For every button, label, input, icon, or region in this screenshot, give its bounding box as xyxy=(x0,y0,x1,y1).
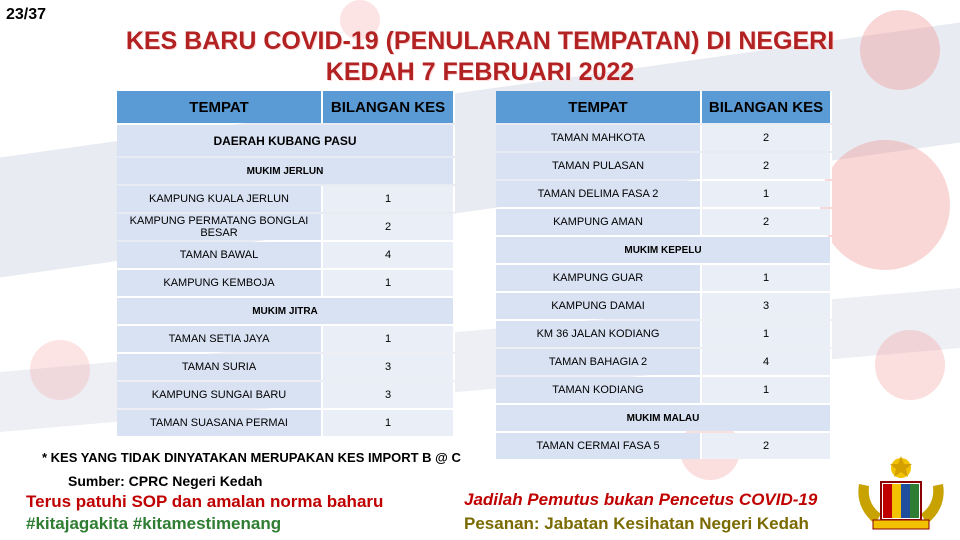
district-row xyxy=(117,125,455,156)
message-from-text: Pesanan: Jabatan Kesihatan Negeri Kedah xyxy=(464,514,809,533)
table-row xyxy=(117,270,455,296)
location-cell: TAMAN SUASANA PERMAI xyxy=(117,410,323,436)
case-count-cell: 1 xyxy=(702,321,832,347)
location-cell: TAMAN SETIA JAYA xyxy=(117,326,323,352)
table-row xyxy=(496,349,832,375)
case-count-cell: 2 xyxy=(702,153,832,179)
case-count-cell: 4 xyxy=(323,242,455,268)
table-header-row xyxy=(117,91,455,123)
header-location: TEMPAT xyxy=(496,91,702,123)
table-row xyxy=(496,321,832,347)
page-title-line-1: KES BARU COVID-19 (PENULARAN TEMPATAN) DI NEGERI xyxy=(125,27,835,55)
table-row xyxy=(496,209,832,235)
case-count-cell: 1 xyxy=(702,181,832,207)
location-cell: TAMAN CERMAI FASA 5 xyxy=(496,433,702,459)
source-text: Sumber: CPRC Negeri Kedah xyxy=(68,473,263,489)
location-cell: TAMAN BAHAGIA 2 xyxy=(496,349,702,375)
header-count: BILANGAN KES xyxy=(702,91,832,123)
table-row xyxy=(117,326,455,352)
location-cell: KAMPUNG KEMBOJA xyxy=(117,270,323,296)
page-title-line-2: KEDAH 7 FEBRUARI 2022 xyxy=(325,58,635,86)
case-count-cell: 1 xyxy=(323,186,455,212)
cases-table-right xyxy=(496,89,832,461)
location-cell: TAMAN KODIANG xyxy=(496,377,702,403)
case-count-cell: 3 xyxy=(323,354,455,380)
location-cell: KAMPUNG PERMATANG BONGLAI BESAR xyxy=(117,214,323,240)
table-header-row xyxy=(496,91,832,123)
table-body xyxy=(117,125,455,436)
table-body xyxy=(496,125,832,459)
cases-table-left xyxy=(117,89,455,438)
kedah-crest-icon xyxy=(853,454,949,534)
table-row xyxy=(117,186,455,212)
location-cell: TAMAN MAHKOTA xyxy=(496,125,702,151)
virus-decoration-icon xyxy=(30,340,90,400)
table-row xyxy=(496,265,832,291)
mukim-label: MUKIM MALAU xyxy=(496,405,832,431)
case-count-cell: 1 xyxy=(702,377,832,403)
case-count-cell: 2 xyxy=(323,214,455,240)
location-cell: TAMAN BAWAL xyxy=(117,242,323,268)
table-row xyxy=(117,382,455,408)
hashtags-text: #kitajagakita #kitamestimenang xyxy=(26,514,282,533)
district-label: DAERAH KUBANG PASU xyxy=(117,125,455,156)
table-row xyxy=(117,214,455,240)
case-count-cell: 1 xyxy=(323,270,455,296)
location-cell: KM 36 JALAN KODIANG xyxy=(496,321,702,347)
case-count-cell: 2 xyxy=(702,433,832,459)
case-count-cell: 1 xyxy=(323,326,455,352)
location-cell: KAMPUNG KUALA JERLUN xyxy=(117,186,323,212)
location-cell: KAMPUNG AMAN xyxy=(496,209,702,235)
case-count-cell: 3 xyxy=(702,293,832,319)
location-cell: TAMAN PULASAN xyxy=(496,153,702,179)
table-row xyxy=(496,153,832,179)
location-cell: KAMPUNG SUNGAI BARU xyxy=(117,382,323,408)
table-row xyxy=(117,410,455,436)
sop-reminder: Terus patuhi SOP dan amalan norma baharu xyxy=(26,492,384,511)
mukim-row xyxy=(117,158,455,184)
mukim-row xyxy=(496,405,832,431)
virus-decoration-icon xyxy=(860,10,940,90)
slogan-text: Jadilah Pemutus bukan Pencetus COVID-19 xyxy=(464,490,818,509)
location-cell: TAMAN DELIMA FASA 2 xyxy=(496,181,702,207)
case-count-cell: 1 xyxy=(323,410,455,436)
import-cases-note: * KES YANG TIDAK DINYATAKAN MERUPAKAN KES IMPORT B @ C xyxy=(42,450,461,465)
virus-decoration-icon xyxy=(875,330,945,400)
location-cell: KAMPUNG DAMAI xyxy=(496,293,702,319)
table-row xyxy=(117,354,455,380)
page-counter: 23/37 xyxy=(6,6,47,23)
virus-decoration-icon xyxy=(820,140,950,270)
mukim-row xyxy=(496,237,832,263)
location-cell: TAMAN SURIA xyxy=(117,354,323,380)
mukim-label: MUKIM KEPELU xyxy=(496,237,832,263)
case-count-cell: 2 xyxy=(702,125,832,151)
table-row xyxy=(496,377,832,403)
case-count-cell: 4 xyxy=(702,349,832,375)
case-count-cell: 2 xyxy=(702,209,832,235)
mukim-row xyxy=(117,298,455,324)
table-row xyxy=(496,433,832,459)
table-row xyxy=(117,242,455,268)
table-row xyxy=(496,181,832,207)
mukim-label: MUKIM JERLUN xyxy=(117,158,455,184)
mukim-label: MUKIM JITRA xyxy=(117,298,455,324)
case-count-cell: 3 xyxy=(323,382,455,408)
case-count-cell: 1 xyxy=(702,265,832,291)
location-cell: KAMPUNG GUAR xyxy=(496,265,702,291)
table-row xyxy=(496,293,832,319)
header-location: TEMPAT xyxy=(117,91,323,123)
header-count: BILANGAN KES xyxy=(323,91,455,123)
page-title xyxy=(100,26,860,88)
table-row xyxy=(496,125,832,151)
